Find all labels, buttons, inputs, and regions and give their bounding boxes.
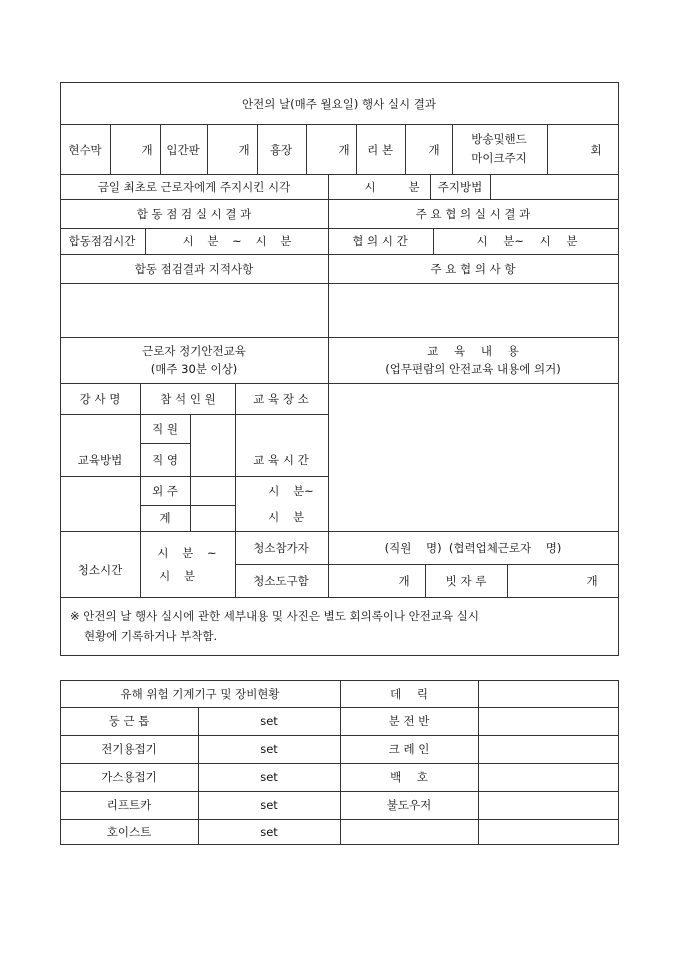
total-label: 계 bbox=[159, 511, 171, 525]
equipment-row-mid: set bbox=[260, 825, 278, 839]
broadcast-unit: 회 bbox=[590, 143, 602, 157]
ribbon-unit: 개 bbox=[428, 143, 440, 157]
equipment-row-left: 전기용접기 bbox=[101, 742, 157, 756]
consult-items-header: 주 요 협 의 사 항 bbox=[430, 262, 516, 276]
divider bbox=[60, 414, 328, 415]
divider bbox=[110, 124, 111, 174]
equipment-row-left: 리프트카 bbox=[106, 798, 152, 812]
divider bbox=[60, 531, 619, 532]
form-title: 안전의 날(매주 월요일) 행사 실시 결과 bbox=[242, 97, 436, 111]
cleaning-participants-value: (직원 명) (협력업체근로자 명) bbox=[384, 541, 562, 555]
outsource-label: 외 주 bbox=[152, 484, 178, 498]
broom-unit: 개 bbox=[586, 574, 598, 588]
divider bbox=[60, 597, 619, 598]
divider bbox=[257, 124, 258, 174]
cleaning-time-label: 청소시간 bbox=[77, 563, 123, 577]
divider bbox=[60, 476, 328, 477]
divider bbox=[507, 564, 508, 597]
divider bbox=[235, 564, 619, 565]
cleaning-tools-label: 청소도구함 bbox=[253, 574, 309, 588]
divider bbox=[340, 680, 341, 845]
banner-label: 현수막 bbox=[68, 143, 102, 157]
divider bbox=[60, 124, 619, 125]
broadcast-label-2: 마이크주지 bbox=[471, 151, 527, 165]
equipment-header: 유해 위험 기계기구 및 장비현황 bbox=[120, 687, 280, 701]
divider bbox=[207, 124, 208, 174]
divider bbox=[60, 174, 619, 175]
staff-label: 직 원 bbox=[152, 422, 178, 436]
divider bbox=[145, 228, 146, 254]
equipment-row-mid: set bbox=[260, 714, 278, 728]
place-label: 교 육 장 소 bbox=[253, 392, 309, 406]
divider bbox=[140, 383, 141, 531]
bust-unit: 개 bbox=[338, 143, 350, 157]
divider bbox=[328, 531, 329, 597]
divider bbox=[60, 337, 619, 338]
notice-label: 금일 최초로 근로자에게 주지시킨 시각 bbox=[97, 180, 291, 194]
equipment-row-right: 분 전 반 bbox=[388, 714, 430, 728]
edu-time-end: 시 분 bbox=[268, 510, 304, 524]
method-label: 교육방법 bbox=[77, 453, 123, 467]
consult-header: 주 요 협 의 실 시 결 과 bbox=[415, 207, 531, 221]
equipment-row-left: 호이스트 bbox=[106, 825, 152, 839]
cleaning-time-1: 시 분 ~ bbox=[157, 546, 217, 560]
divider bbox=[328, 174, 329, 199]
divider bbox=[433, 228, 434, 254]
divider bbox=[478, 680, 479, 845]
education-title-2: (매주 30분 이상) bbox=[150, 362, 238, 376]
ribbon-label: 리 본 bbox=[367, 143, 393, 157]
broom-label: 빗 자 루 bbox=[445, 574, 487, 588]
consult-time-value: 시 분~ 시 분 bbox=[476, 234, 578, 248]
divider bbox=[140, 443, 190, 444]
divider bbox=[140, 531, 141, 597]
equipment-row-left: 가스용접기 bbox=[101, 770, 157, 784]
divider bbox=[452, 124, 453, 174]
notice-hour: 시 bbox=[364, 180, 376, 194]
cleaning-tools-unit: 개 bbox=[398, 574, 410, 588]
divider bbox=[60, 199, 619, 200]
equipment-row-mid: set bbox=[260, 798, 278, 812]
joint-time-value: 시 분 ~ 시 분 bbox=[182, 234, 292, 248]
direct-label: 직 영 bbox=[152, 453, 178, 467]
equipment-header-right: 데 릭 bbox=[390, 687, 428, 701]
note-line-1: ※ 안전의 날 행사 실시에 관한 세부내용 및 사진은 별도 회의록이나 안전교육 실시 bbox=[70, 609, 479, 623]
attendees-label: 참 석 인 원 bbox=[160, 392, 216, 406]
notice-method: 주지방법 bbox=[437, 180, 483, 194]
divider bbox=[60, 228, 619, 229]
divider bbox=[425, 564, 426, 597]
cleaning-time-2: 시 분 bbox=[159, 569, 195, 583]
equipment-row-right: 백 호 bbox=[390, 770, 428, 784]
divider bbox=[547, 124, 548, 174]
divider bbox=[328, 337, 329, 531]
joint-findings-header: 합동 점검결과 지적사항 bbox=[134, 262, 254, 276]
divider bbox=[306, 124, 307, 174]
divider bbox=[140, 505, 235, 506]
divider bbox=[405, 124, 406, 174]
divider bbox=[356, 124, 357, 174]
broadcast-label-1: 방송및핸드 bbox=[471, 132, 527, 146]
notice-minute: 분 bbox=[408, 180, 420, 194]
edu-time-label: 교 육 시 간 bbox=[253, 453, 309, 467]
divider bbox=[235, 531, 236, 597]
equipment-row-left: 둥 근 톱 bbox=[108, 714, 150, 728]
education-content-2: (업무편람의 안전교육 내용에 의거) bbox=[385, 362, 561, 376]
edu-time-start: 시 분~ bbox=[268, 484, 314, 498]
divider bbox=[60, 283, 619, 284]
divider bbox=[190, 414, 191, 531]
board-label: 입간판 bbox=[166, 143, 200, 157]
education-title-1: 근로자 정기안전교육 bbox=[142, 344, 246, 358]
divider bbox=[160, 124, 161, 174]
cleaning-participants-label: 청소참가자 bbox=[253, 541, 309, 555]
banner-unit: 개 bbox=[141, 143, 153, 157]
divider bbox=[328, 199, 329, 337]
equipment-row-right: 크 레 인 bbox=[388, 742, 430, 756]
equipment-row-mid: set bbox=[260, 770, 278, 784]
consult-time-label: 협 의 시 간 bbox=[352, 234, 408, 248]
joint-time-label: 합동점검시간 bbox=[68, 234, 136, 248]
joint-header: 합 동 점 검 실 시 결 과 bbox=[136, 207, 252, 221]
divider bbox=[60, 254, 619, 255]
instructor-label: 강 사 명 bbox=[79, 392, 121, 406]
note-line-2: 현황에 기록하거나 부착함. bbox=[84, 629, 218, 643]
equipment-row-right: 불도우저 bbox=[386, 798, 432, 812]
bust-label: 흉장 bbox=[269, 143, 293, 157]
education-content-1: 교 육 내 용 bbox=[427, 344, 519, 358]
divider bbox=[430, 174, 431, 199]
divider bbox=[60, 383, 619, 384]
divider bbox=[490, 174, 491, 199]
board-unit: 개 bbox=[238, 143, 250, 157]
divider bbox=[235, 383, 236, 531]
divider bbox=[198, 707, 199, 845]
equipment-row-mid: set bbox=[260, 742, 278, 756]
